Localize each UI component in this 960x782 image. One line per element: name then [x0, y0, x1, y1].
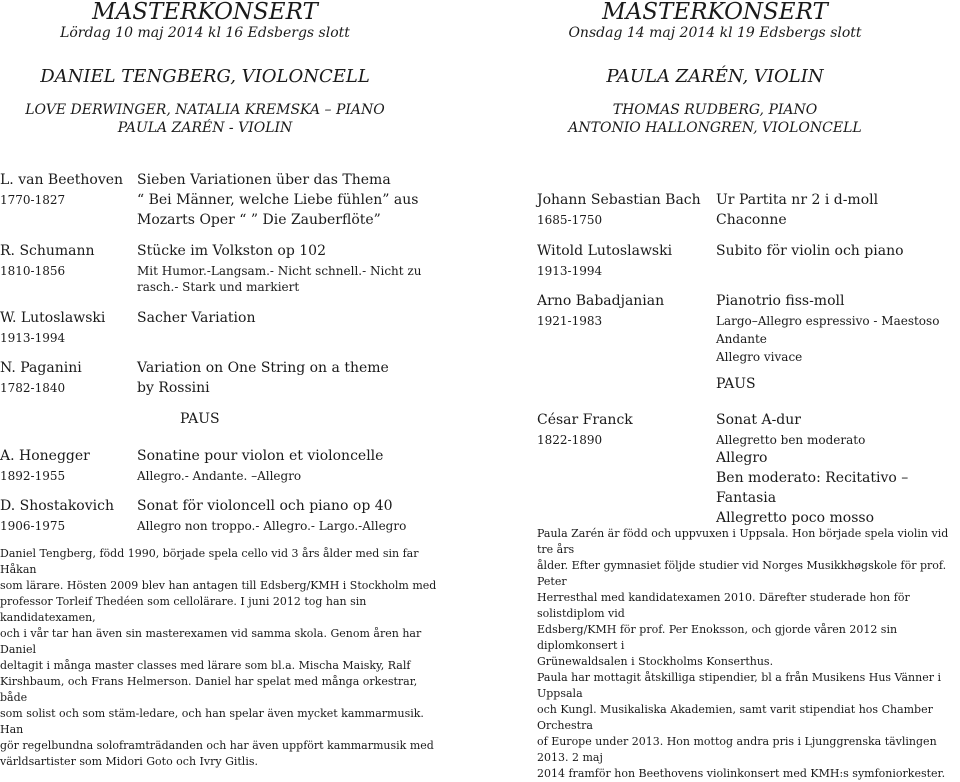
left-soloist: DANIEL TENGBERG, VIOLONCELL	[40, 66, 370, 87]
bio-line: professor Torleif Thedéen som cellolärare. I juni 2012 tog han sin kandidatexamen,	[0, 595, 367, 624]
composer-name: Witold Lutoslawski	[537, 243, 673, 259]
right-piece-bach	[537, 190, 701, 228]
work-detail: Allegro non troppo.- Allegro.- Largo.-Allegro	[137, 519, 407, 533]
bio-line: Paula Zarén är född och uppvuxen i Uppsala. Hon började spela violin vid tre års	[537, 527, 949, 556]
work-detail: Largo–Allegro espressivo - Maestoso	[716, 314, 940, 328]
bio-line: Herresthal med kandidatexamen 2010. Därefter studerade hon för solistdiplom vid	[537, 591, 910, 620]
work-detail: rasch.- Stark und markiert	[137, 280, 300, 294]
left-piece-schumann	[0, 241, 95, 279]
left-piece-shostakovich	[0, 496, 114, 534]
bio-line: 2014 framför hon Beethovens violinkonsert med KMH:s symfoniorkester.	[537, 767, 946, 780]
left-ensemble-line2: PAULA ZARÉN - VIOLIN	[117, 120, 293, 136]
right-ensemble-line1: THOMAS RUDBERG, PIANO	[612, 102, 818, 118]
left-work-paganini	[137, 358, 437, 398]
composer-name: Johann Sebastian Bach	[537, 192, 701, 208]
composer-name: Arno Babadjanian	[537, 293, 665, 309]
composer-name: L. van Beethoven	[0, 172, 124, 188]
work-title: Pianotrio fiss-moll	[716, 293, 845, 309]
right-date: Onsdag 14 maj 2014 kl 19 Edsbergs slott	[568, 25, 862, 41]
right-title: MASTERKONSERT	[602, 0, 828, 25]
composer-name: A. Honegger	[0, 448, 90, 464]
work-title: Subito för violin och piano	[716, 243, 904, 259]
work-title: Sacher Variation	[137, 310, 256, 326]
work-title: Sieben Variationen über das Thema	[137, 172, 391, 188]
work-detail: Chaconne	[716, 212, 787, 228]
right-work-bach	[716, 190, 956, 230]
composer-name: César Franck	[537, 412, 633, 428]
right-bio	[537, 526, 960, 782]
work-detail: Mozarts Oper “ ” Die Zauberflöte”	[137, 212, 381, 228]
left-ensemble-line1: LOVE DERWINGER, NATALIA KREMSKA – PIANO	[25, 102, 385, 118]
work-title: Sonatine pour violon et violoncelle	[137, 448, 384, 464]
work-detail: Ben moderato: Recitativo – Fantasia	[716, 470, 909, 506]
left-work-beethoven	[137, 170, 437, 230]
left-title: MASTERKONSERT	[92, 0, 318, 25]
work-detail: Allegro	[716, 450, 768, 466]
work-detail: “ Bei Männer, welche Liebe fühlen” aus	[137, 192, 419, 208]
right-pause: PAUS	[716, 376, 756, 392]
composer-years: 1822-1890	[537, 433, 603, 447]
right-piece-franck	[537, 410, 633, 448]
bio-line: Daniel Tengberg, född 1990, började spela cello vid 3 års ålder med sin far Håkan	[0, 547, 419, 576]
work-detail: Allegro vivace	[716, 350, 803, 364]
right-ensemble-line2: ANTONIO HALLONGREN, VIOLONCELL	[568, 120, 862, 136]
composer-years: 1770-1827	[0, 193, 66, 207]
composer-years: 1913-1994	[537, 264, 603, 278]
right-soloist: PAULA ZARÉN, VIOLIN	[606, 66, 824, 87]
work-detail: Mit Humor.-Langsam.- Nicht schnell.- Nicht zu	[137, 264, 422, 278]
right-piece-babadjanian	[537, 291, 664, 329]
bio-line: ålder. Efter gymnasiet följde studier vid Norges Musikkhøgskole för prof. Peter	[537, 559, 947, 588]
composer-years: 1892-1955	[0, 469, 66, 483]
bio-line: och Kungl. Musikaliska Akademien, samt varit stipendiat hos Chamber Orchestra	[537, 703, 933, 732]
left-piece-honegger	[0, 446, 90, 484]
work-detail: Andante	[716, 332, 767, 346]
composer-name: D. Shostakovich	[0, 498, 114, 514]
bio-line: deltagit i många master classes med lärare som bl.a. Mischa Maisky, Ralf	[0, 659, 411, 672]
left-bio	[0, 546, 440, 770]
composer-years: 1906-1975	[0, 519, 66, 533]
left-work-lutoslawski	[137, 308, 437, 328]
right-work-babadjanian	[716, 291, 956, 365]
left-work-honegger	[137, 446, 437, 484]
work-title: Stücke im Volkston op 102	[137, 243, 326, 259]
bio-line: världsartister som Midori Goto och Ivry Gitlis.	[0, 755, 258, 768]
bio-line: och i vår tar han även sin masterexamen vid samma skola. Genom åren har Daniel	[0, 627, 422, 656]
bio-line: Edsberg/KMH för prof. Per Enoksson, och gjorde våren 2012 sin diplomkonsert i	[537, 623, 898, 652]
right-work-franck	[716, 410, 956, 528]
composer-name: N. Paganini	[0, 360, 82, 376]
bio-line: Kirshbaum, och Frans Helmerson. Daniel har spelat med många orkestrar, både	[0, 675, 418, 704]
bio-line: Grünewaldsalen i Stockholms Konserthus.	[537, 655, 774, 668]
right-work-lutoslawski	[716, 241, 956, 261]
left-work-schumann	[137, 241, 437, 295]
work-detail: Allegretto ben moderato	[716, 433, 866, 447]
left-date: Lördag 10 maj 2014 kl 16 Edsbergs slott	[60, 25, 350, 41]
bio-line: gör regelbundna soloframträdanden och har även uppfört kammarmusik med	[0, 739, 434, 752]
left-piece-beethoven	[0, 170, 123, 208]
left-piece-lutoslawski	[0, 308, 105, 346]
bio-line: som lärare. Hösten 2009 blev han antagen till Edsberg/KMH i Stockholm med	[0, 579, 437, 592]
work-detail: by Rossini	[137, 380, 210, 396]
composer-years: 1782-1840	[0, 381, 66, 395]
composer-years: 1913-1994	[0, 331, 66, 345]
composer-name: W. Lutoslawski	[0, 310, 106, 326]
work-title: Variation on One String on a theme	[137, 360, 389, 376]
bio-line: of Europe under 2013. Hon mottog andra pris i Ljunggrenska tävlingen 2013. 2 maj	[537, 735, 937, 764]
work-detail: Allegretto poco mosso	[716, 510, 875, 526]
work-detail: Allegro.- Andante. –Allegro	[137, 469, 302, 483]
left-work-shostakovich	[137, 496, 437, 534]
right-piece-lutoslawski	[537, 241, 672, 279]
work-title: Sonat A-dur	[716, 412, 801, 428]
composer-years: 1810-1856	[0, 264, 66, 278]
composer-name: R. Schumann	[0, 243, 95, 259]
composer-years: 1685-1750	[537, 213, 603, 227]
left-piece-paganini	[0, 358, 82, 396]
work-title: Sonat för violoncell och piano op 40	[137, 498, 393, 514]
bio-line: Paula har mottagit åtskilliga stipendier, bl a från Musikens Hus Vänner i Uppsala	[537, 671, 941, 700]
left-pause: PAUS	[180, 411, 220, 427]
bio-line: som solist och som stäm-ledare, och han spelar även mycket kammarmusik. Han	[0, 707, 424, 736]
composer-years: 1921-1983	[537, 314, 603, 328]
work-title: Ur Partita nr 2 i d-moll	[716, 192, 879, 208]
